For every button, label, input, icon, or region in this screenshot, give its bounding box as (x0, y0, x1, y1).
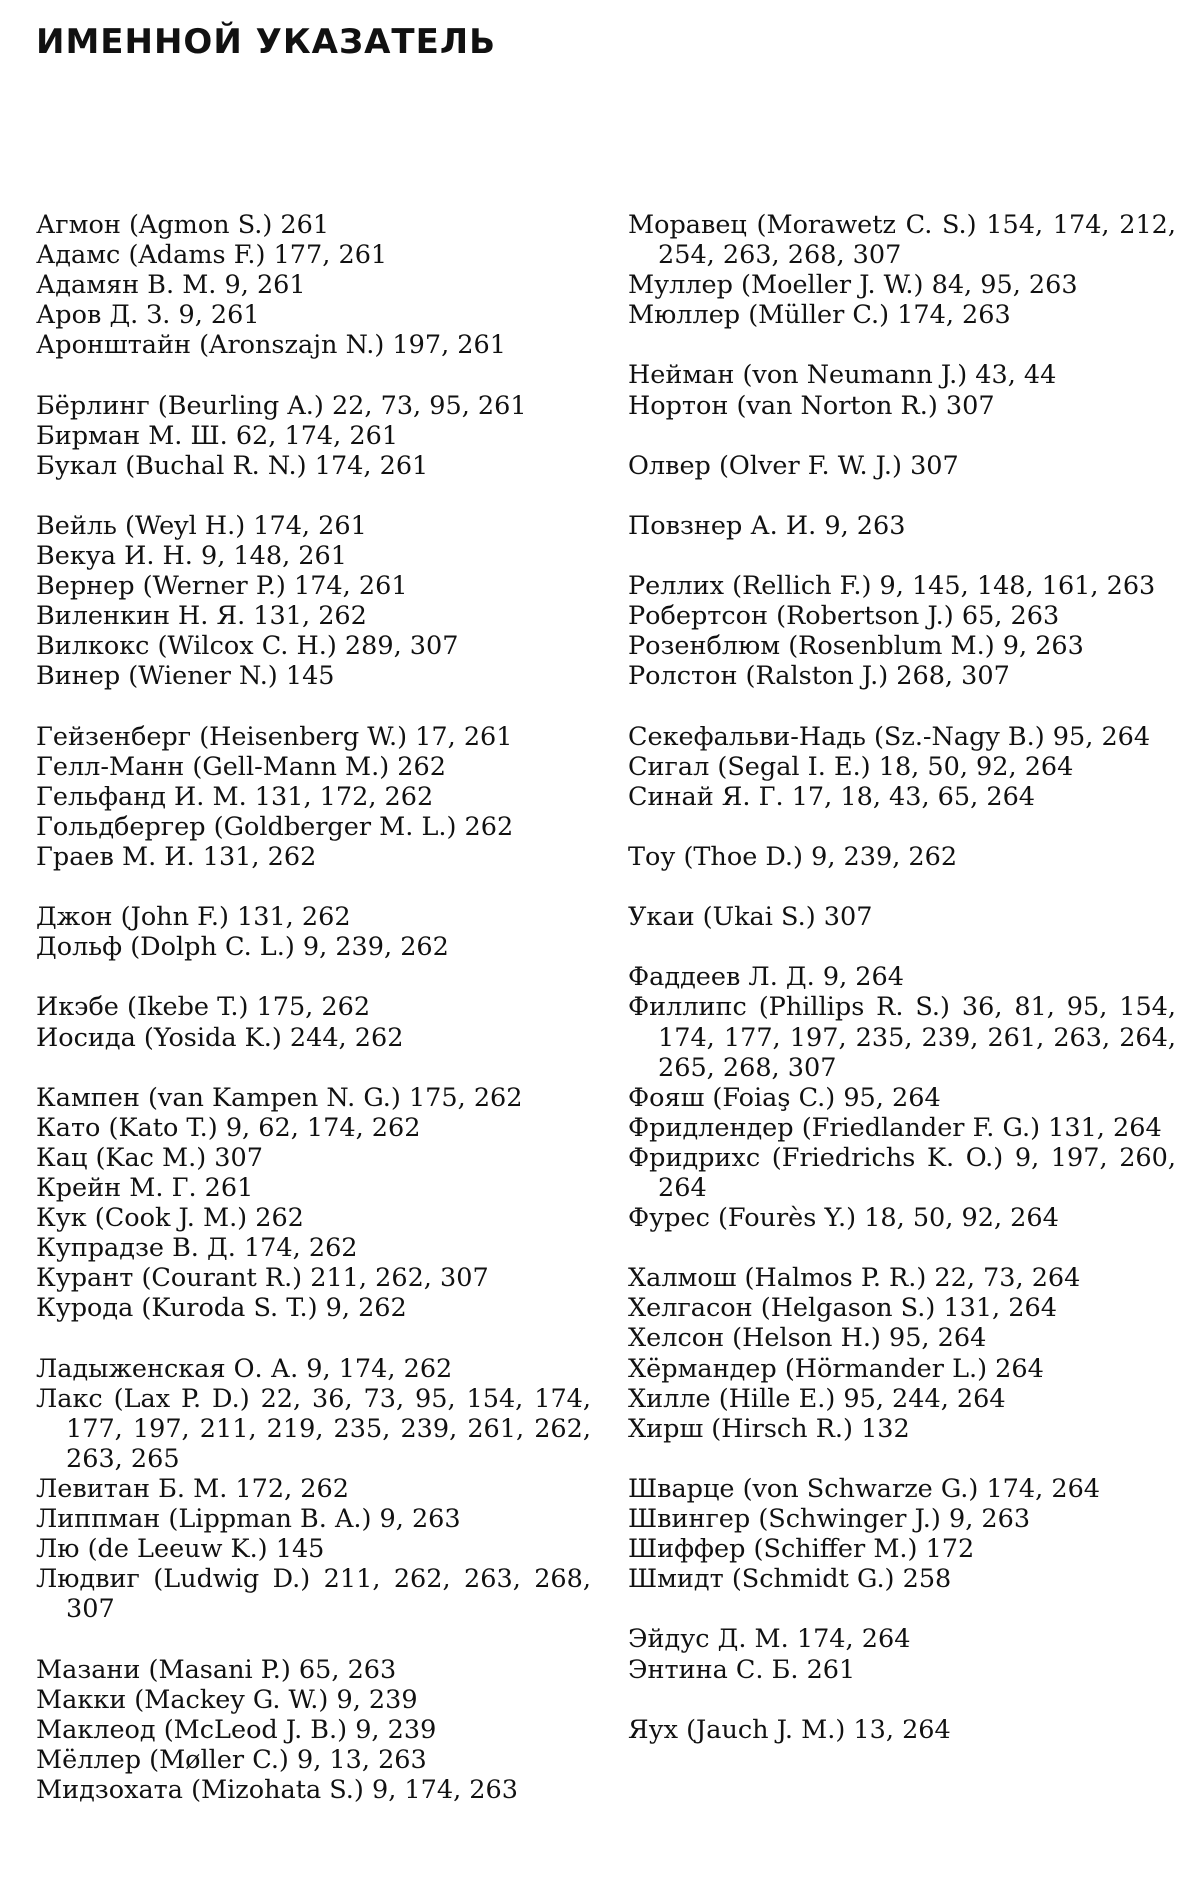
index-entry: Секефальви-Надь (Sz.-Nagy B.) 95, 264 (628, 721, 1151, 752)
index-group-f (628, 962, 1176, 1233)
index-entry: Людвиг (Ludwig D.) 211, 262, 263, 268, 307 (36, 1564, 591, 1625)
index-entry: Лакс (Lax P. D.) 22, 36, 73, 95, 154, 174, 177, 197, 211, 219, 235, 239, 261, 262, 263, 265 (36, 1383, 591, 1474)
index-group-o (628, 451, 1176, 481)
index-entry: Нортон (van Norton R.) 307 (628, 390, 995, 421)
index-entry: Дольф (Dolph C. L.) 9, 239, 262 (36, 932, 449, 963)
index-entry: Фаддеев Л. Д. 9, 264 (628, 962, 904, 993)
index-group-n (628, 360, 1176, 420)
index-entry: Ролстон (Ralston J.) 268, 307 (628, 661, 1010, 692)
index-entry: Крейн М. Г. 261 (36, 1173, 254, 1203)
index-entry: Повзнер А. И. 9, 263 (628, 510, 906, 541)
index-entry: Хилле (Hille E.) 95, 244, 264 (628, 1383, 1006, 1414)
index-entry: Лю (de Leeuw K.) 145 (36, 1534, 325, 1565)
index-group-s (628, 722, 1176, 812)
index-entry: Иосида (Yosida K.) 244, 262 (36, 1022, 404, 1053)
index-entry: Олвер (Olver F. W. J.) 307 (628, 450, 959, 481)
index-entry: Адамян В. М. 9, 261 (36, 270, 306, 301)
index-entry: Тоу (Thoe D.) 9, 239, 262 (628, 841, 958, 872)
index-entry: Гельфанд И. М. 131, 172, 262 (36, 781, 434, 812)
index-entry: Хёрмандер (Hörmander L.) 264 (628, 1353, 1044, 1384)
index-entry: Яух (Jauch J. M.) 13, 264 (628, 1714, 951, 1745)
index-group-sh (628, 1474, 1176, 1594)
index-entry: Хирш (Hirsch R.) 132 (628, 1413, 910, 1444)
index-entry: Эйдус Д. М. 174, 264 (628, 1624, 911, 1655)
index-entry: Агмон (Agmon S.) 261 (36, 210, 330, 240)
index-entry: Швингер (Schwinger J.) 9, 263 (628, 1504, 1031, 1535)
index-entry: Халмош (Halmos P. R.) 22, 73, 264 (628, 1263, 1081, 1294)
index-entry: Гольдбергер (Goldberger M. L.) 262 (36, 811, 514, 842)
index-entry: Купрадзе В. Д. 174, 262 (36, 1233, 358, 1264)
index-entry: Като (Kato T.) 9, 62, 174, 262 (36, 1112, 421, 1143)
index-entry: Шиффер (Schiffer M.) 172 (628, 1534, 975, 1565)
index-entry: Нейман (von Neumann J.) 43, 44 (628, 360, 1057, 391)
index-group-e (628, 1624, 1176, 1684)
index-entry: Фридрихс (Friedrichs K. O.) 9, 197, 260, 264 (628, 1142, 1176, 1203)
index-group-a (36, 210, 591, 360)
index-group-m-cont (628, 210, 1176, 330)
index-entry: Синай Я. Г. 17, 18, 43, 65, 264 (628, 781, 1036, 812)
index-entry: Мёллер (Møller C.) 9, 13, 263 (36, 1744, 427, 1775)
index-entry: Гелл-Манн (Gell-Mann M.) 262 (36, 751, 446, 782)
index-group-m (36, 1655, 591, 1805)
index-entry: Шмидт (Schmidt G.) 258 (628, 1564, 952, 1595)
index-entry: Букал (Buchal R. N.) 174, 261 (36, 450, 429, 481)
index-entry: Вернер (Werner P.) 174, 261 (36, 571, 408, 602)
page-title: ИМЕННОЙ УКАЗАТЕЛЬ (36, 22, 496, 62)
index-entry: Фояш (Foiaş C.) 95, 264 (628, 1082, 941, 1113)
index-entry: Вейль (Weyl H.) 174, 261 (36, 510, 367, 541)
index-entry: Бирман М. Ш. 62, 174, 261 (36, 420, 399, 451)
index-column-right (628, 210, 1176, 1775)
index-entry: Укаи (Ukai S.) 307 (628, 902, 873, 933)
index-group-v (36, 511, 591, 692)
index-entry: Энтина С. Б. 261 (628, 1654, 856, 1685)
index-entry: Липпман (Lippman B. A.) 9, 263 (36, 1504, 461, 1535)
index-entry: Филлипс (Phillips R. S.) 36, 81, 95, 154, 174, 177, 197, 235, 239, 261, 263, 264, 265, 268, 307 (628, 992, 1176, 1083)
index-entry: Векуа И. Н. 9, 148, 261 (36, 541, 347, 572)
index-entry: Шварце (von Schwarze G.) 174, 264 (628, 1473, 1101, 1504)
index-entry: Мюллер (Müller C.) 174, 263 (628, 300, 1011, 331)
index-entry: Джон (John F.) 131, 262 (36, 902, 351, 933)
index-entry: Граев М. И. 131, 262 (36, 841, 317, 872)
index-entry: Муллер (Moeller J. W.) 84, 95, 263 (628, 270, 1078, 301)
index-entry: Винер (Wiener N.) 145 (36, 661, 335, 692)
index-entry: Адамс (Adams F.) 177, 261 (36, 240, 388, 271)
index-entry: Мазани (Masani P.) 65, 263 (36, 1654, 397, 1685)
index-entry: Аров Д. З. 9, 261 (36, 300, 260, 331)
index-entry: Курант (Courant R.) 211, 262, 307 (36, 1263, 489, 1294)
index-entry: Реллих (Rellich F.) 9, 145, 148, 161, 263 (628, 571, 1156, 602)
index-group-g (36, 722, 591, 872)
index-entry: Розенблюм (Rosenblum M.) 9, 263 (628, 631, 1084, 662)
index-group-l (36, 1354, 591, 1625)
index-entry: Икэбе (Ikebe T.) 175, 262 (36, 992, 371, 1023)
index-entry: Моравец (Morawetz C. S.) 154, 174, 212, 254, 263, 268, 307 (628, 210, 1176, 271)
index-group-d (36, 902, 591, 962)
index-group-p (628, 511, 1176, 541)
index-entry: Фридлендер (Friedlander F. G.) 131, 264 (628, 1112, 1162, 1143)
index-entry: Курода (Kuroda S. T.) 9, 262 (36, 1293, 407, 1324)
index-entry: Ладыженская О. А. 9, 174, 262 (36, 1353, 453, 1384)
index-group-kh (628, 1263, 1176, 1444)
index-group-k (36, 1083, 591, 1324)
index-entry: Гейзенберг (Heisenberg W.) 17, 261 (36, 721, 513, 752)
index-group-i (36, 992, 591, 1052)
index-group-u (628, 902, 1176, 932)
index-entry: Робертсон (Robertson J.) 65, 263 (628, 601, 1060, 632)
index-entry: Бёрлинг (Beurling A.) 22, 73, 95, 261 (36, 390, 527, 421)
index-group-r (628, 571, 1176, 691)
index-entry: Хелгасон (Helgason S.) 131, 264 (628, 1293, 1057, 1324)
index-entry: Маклеод (McLeod J. B.) 9, 239 (36, 1714, 437, 1745)
index-entry: Макки (Mackey G. W.) 9, 239 (36, 1684, 418, 1715)
index-entry: Мидзохата (Mizohata S.) 9, 174, 263 (36, 1774, 518, 1805)
index-group-b (36, 391, 591, 481)
index-group-ya (628, 1715, 1176, 1745)
index-entry: Виленкин Н. Я. 131, 262 (36, 601, 367, 632)
index-entry: Аронштайн (Aronszajn N.) 197, 261 (36, 330, 506, 361)
index-entry: Левитан Б. М. 172, 262 (36, 1473, 349, 1504)
index-entry: Фурес (Fourès Y.) 18, 50, 92, 264 (628, 1203, 1059, 1234)
index-entry: Вилкокс (Wilcox C. H.) 289, 307 (36, 631, 459, 662)
index-group-t (628, 842, 1176, 872)
index-entry: Хелсон (Helson H.) 95, 264 (628, 1323, 987, 1354)
index-entry: Кампен (van Kampen N. G.) 175, 262 (36, 1082, 523, 1113)
index-column-left (36, 210, 591, 1835)
index-entry: Кац (Kac M.) 307 (36, 1142, 263, 1173)
index-entry: Сигал (Segal I. E.) 18, 50, 92, 264 (628, 751, 1074, 782)
index-entry: Кук (Cook J. M.) 262 (36, 1203, 304, 1234)
